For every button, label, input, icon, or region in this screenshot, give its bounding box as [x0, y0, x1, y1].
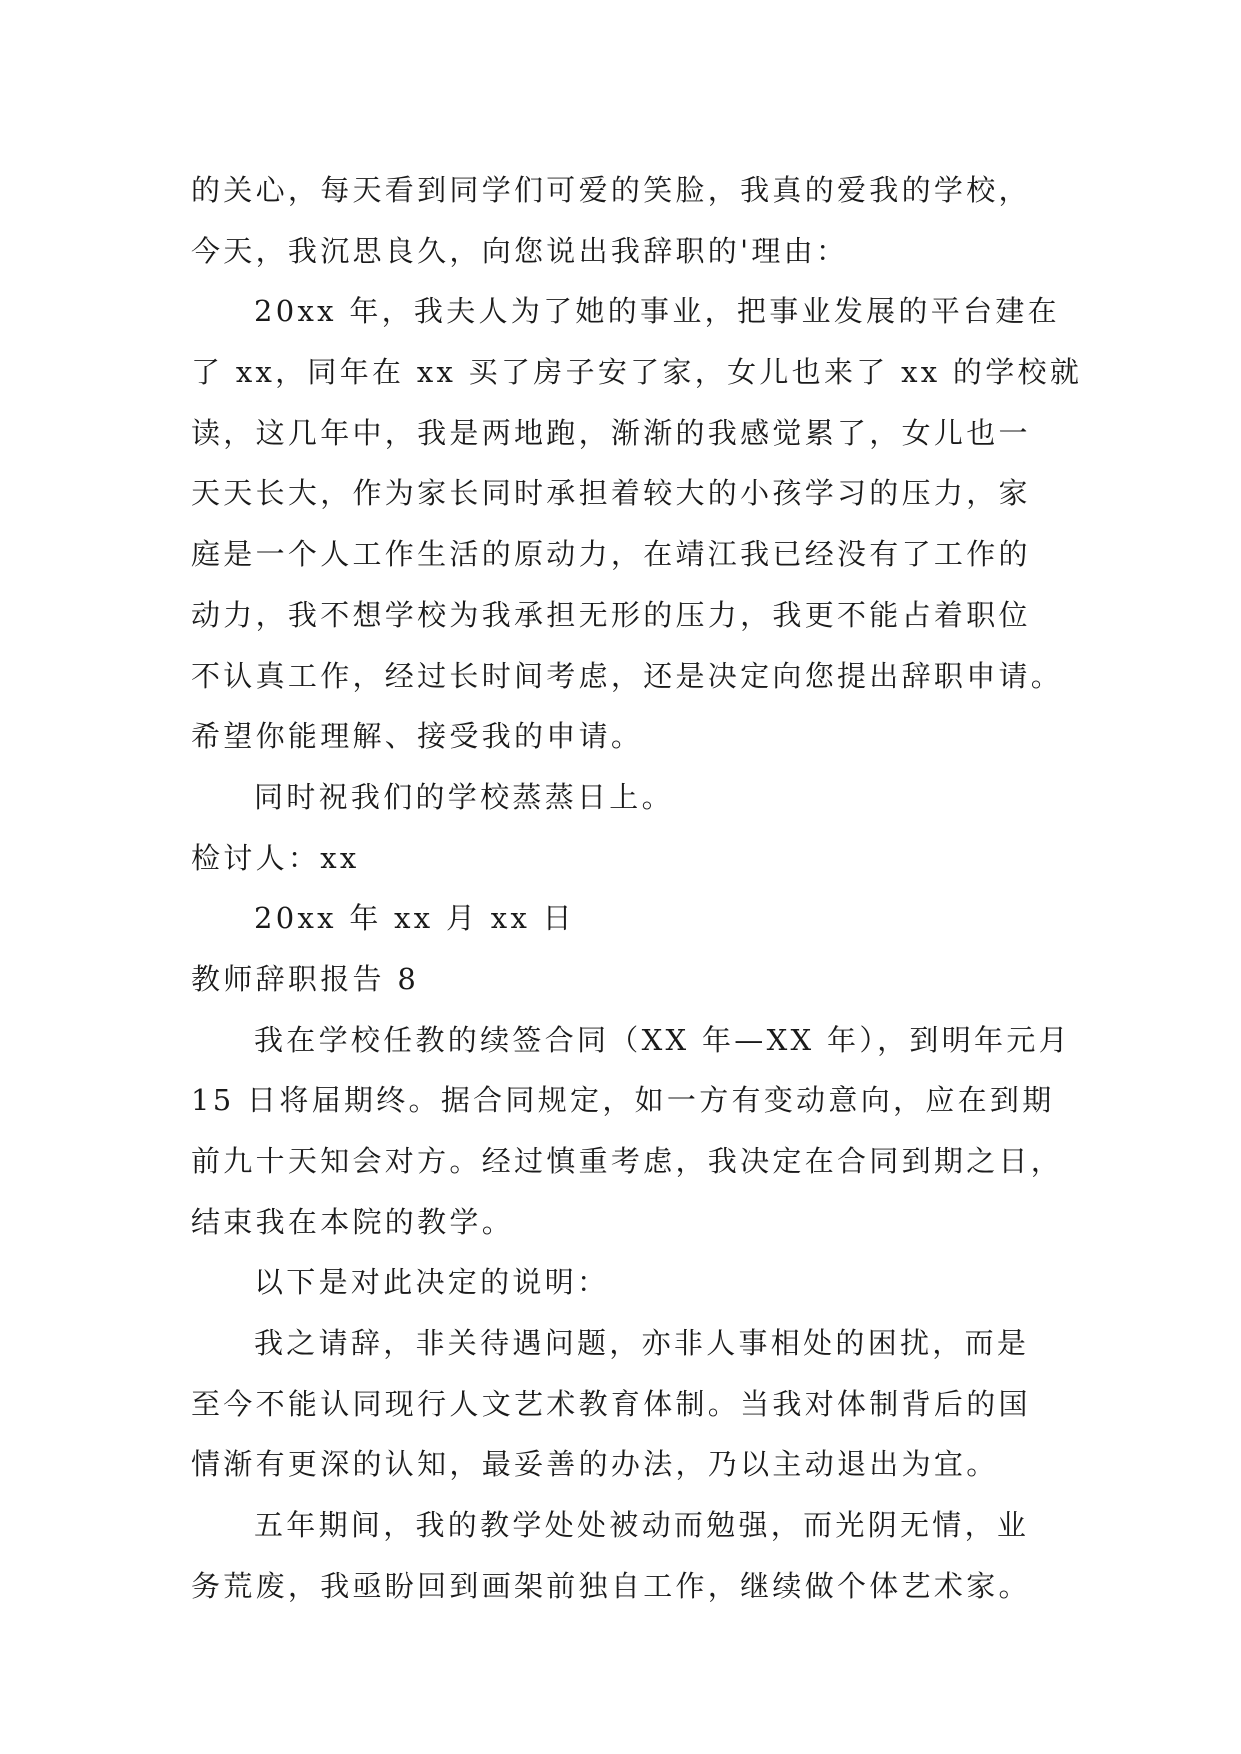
text-line: 庭是一个人工作生活的原动力，在靖江我已经没有了工作的 — [191, 537, 1031, 572]
text-line: 了 xx，同年在 xx 买了房子安了家，女儿也来了 xx 的学校就 — [191, 355, 1083, 390]
text-line: 15 日将届期终。据合同规定，如一方有变动意向，应在到期 — [191, 1083, 1055, 1118]
text-line: 务荒废，我亟盼回到画架前独自工作，继续做个体艺术家。 — [191, 1568, 1031, 1603]
text-line: 不认真工作，经过长时间考虑，还是决定向您提出辞职申请。 — [191, 658, 1064, 693]
text-line: 情渐有更深的认知，最妥善的办法，乃以主动退出为宜。 — [191, 1447, 999, 1482]
document-body — [191, 160, 1083, 1617]
text-line: 20xx 年 xx 月 xx 日 — [254, 901, 575, 936]
text-line: 前九十天知会对方。经过慎重考虑，我决定在合同到期之日， — [191, 1144, 1064, 1178]
text-line: 希望你能理解、接受我的申请。 — [191, 719, 644, 754]
text-line: 检讨人：xx — [191, 840, 360, 875]
text-line: 我在学校任教的续签合同（XX 年—XX 年），到明年元月 — [254, 1022, 1071, 1057]
text-line: 天天长大，作为家长同时承担着较大的小孩学习的压力，家 — [191, 476, 1031, 511]
text-line: 今天，我沉思良久，向您说出我辞职的'理由： — [191, 233, 849, 268]
text-line: 20xx 年，我夫人为了她的事业，把事业发展的平台建在 — [254, 294, 1060, 329]
text-line: 的关心，每天看到同学们可爱的笑脸，我真的爱我的学校， — [191, 173, 1031, 207]
text-line: 至今不能认同现行人文艺术教育体制。当我对体制背后的国 — [191, 1386, 1031, 1421]
text-line: 我之请辞，非关待遇问题，亦非人事相处的困扰，而是 — [254, 1326, 1030, 1361]
text-line: 读，这几年中，我是两地跑，渐渐的我感觉累了，女儿也一 — [191, 415, 1031, 450]
text-line: 动力，我不想学校为我承担无形的压力，我更不能占着职位 — [191, 597, 1031, 632]
text-line: 结束我在本院的教学。 — [191, 1204, 515, 1239]
text-line: 同时祝我们的学校蒸蒸日上。 — [254, 779, 674, 814]
text-line: 教师辞职报告 8 — [191, 961, 420, 996]
text-line: 以下是对此决定的说明： — [254, 1265, 610, 1300]
text-line: 五年期间，我的教学处处被动而勉强，而光阴无情，业 — [254, 1508, 1030, 1543]
